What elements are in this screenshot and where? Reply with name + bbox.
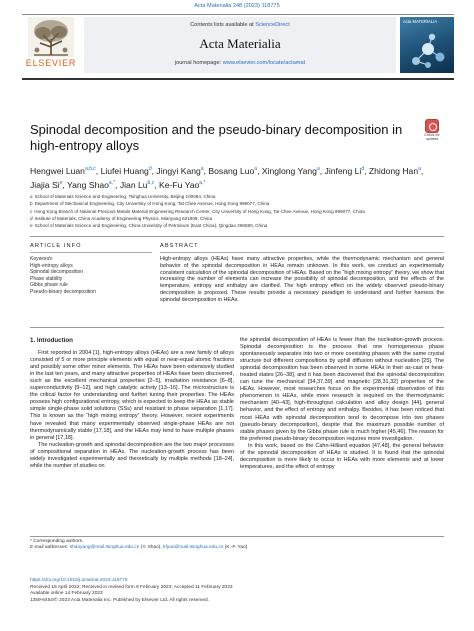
corresponding-note: * Corresponding authors. bbox=[30, 539, 84, 544]
homepage-link[interactable]: www.elsevier.com/locate/actamat bbox=[222, 60, 306, 66]
body-column-right bbox=[240, 337, 444, 471]
author-name[interactable]: Zhidong Han bbox=[368, 165, 419, 176]
author-name[interactable]: Bosang Luo bbox=[208, 165, 255, 176]
author-list: Hengwei Luan$^{a,b,c}$, Liufei Huang$^d$, Jingyi Kang$^a$, Bosang Luo$^a$, Xinglong Yang$^a$, Jinfeng Li$^d$, Zhidong Han$^a$, Jiajia Si$^e$, Yang Shao$^{a,*}$, Jian Lu$^{b,c}$, Ke-Fu Yao$^{a,*}$ bbox=[30, 165, 424, 190]
author-name[interactable]: Jingyi Kang bbox=[156, 165, 201, 176]
author-affiliation-marker[interactable]: a bbox=[254, 166, 258, 172]
author-name[interactable]: Jiajia Si bbox=[30, 179, 60, 190]
affiliation-text: Hong Kong Branch of National Precious Metals Material Engineering Research Center, City University of Hong Kong, Tat Chee Avenue, Hong Kong 999077, China bbox=[34, 208, 365, 214]
author-affiliation-marker[interactable]: d bbox=[148, 166, 152, 172]
cover-title: Acta MATERIALIA bbox=[403, 19, 438, 24]
author-name[interactable]: Liufei Huang bbox=[100, 165, 149, 176]
received-dates: Received 19 April 2022; Received in revised form 8 February 2023; Accepted 11 February 2023 bbox=[30, 584, 233, 590]
email-line bbox=[30, 545, 444, 551]
check-updates-label: Check for updates bbox=[424, 133, 440, 141]
author-affiliation-marker[interactable]: d bbox=[361, 166, 365, 172]
affiliation-text: Institute of Materials, China Academy of Engineering Physics, Mianyang 621908, China bbox=[34, 215, 213, 221]
affiliation-letter: d bbox=[30, 215, 33, 221]
elsevier-tree-icon bbox=[28, 17, 74, 57]
affiliation bbox=[30, 208, 450, 215]
journal-masthead bbox=[22, 14, 454, 76]
affiliation bbox=[30, 193, 450, 200]
divider bbox=[30, 236, 444, 237]
author-name[interactable]: Jinfeng Li bbox=[324, 165, 362, 176]
body-paragraph: First reported in 2004 [1], high-entropy alloys (HEAs) are a new family of alloys consisted of 5 or more principle elements with equal or near-equal atomic fractions and possibly some other minor elements. The HEAs have been extensively studied in the last ten years, and many attractive properties of HEAs have been discovered, such as the excellent mechanical properties [2–5], irradiation resistance [6–8], superconductivity [9–12], and high catalytic activity [13–16]. The microstructure is the critical factor for understanding and further tuning their properties. The HEAs possess high configurational entropy, which is expected to keep the HEAs as stable simple single-phase solid solutions (SSs) and resistant to phase separation [1,17]. This is known as the “high mixing entropy” theory. However, recent experiments have revealed that many experimentally observed single-phase HEAs are not thermodynamically stable [17,18], and the HEAs may tend to have multiple phases in general [17,18]. bbox=[30, 350, 234, 441]
elsevier-logo[interactable] bbox=[22, 17, 80, 73]
journal-name: Acta Materialia bbox=[199, 36, 281, 51]
author-affiliation-marker[interactable]: a bbox=[316, 166, 320, 172]
body-paragraph: the spinodal decomposition of HEAs is fewer than the nucleation-growth process. Spinodal decomposition is the process that one homogeneous phase spontaneously separates into two or more coexisting phases with the same crystal structure but different compositions by uphill diffusion without nucleation [25]. The spinodal decomposition has been observed in some HEAs in their as-cast or heat-treated states [26–38], and it has been discovered that the spinodal decomposition can tune the mechanical [34,37,39] and magnetic [28,31,32] properties of the HEAs. However, most researches focus on the experimental observation of this phenomenon in HEAs, while more research is required on the thermodynamic mechanism [40–43], high-throughput calculation and alloy design [44], general behavior, and the effect of entropy and enthalpy. Besides, it has been noticed that most HEAs with spinodal decomposition tend to decompose into two phases (pseudo-binary decomposition), despite that the maximum possible number of stable phases given by the Gibbs phase rule is much higher [45,46]. The reason for the preferred pseudo-binary decomposition requires more investigation. bbox=[240, 337, 444, 442]
affiliation bbox=[30, 215, 450, 222]
email-owner: (K.-F. Yao). bbox=[224, 545, 249, 551]
affiliation bbox=[30, 200, 450, 207]
abstract-heading: ABSTRACT bbox=[160, 243, 199, 249]
email-link[interactable]: kfyao@mail.tsinghua.edu.cn bbox=[163, 545, 224, 551]
author-affiliation-marker[interactable]: b,c bbox=[147, 179, 155, 186]
contents-line bbox=[84, 22, 396, 28]
available-online: Available online 14 February 2023 bbox=[30, 591, 103, 597]
publication-info bbox=[30, 578, 444, 604]
contents-prefix: Contents lists available at bbox=[190, 22, 254, 28]
body-column-left bbox=[30, 337, 234, 470]
journal-header-box bbox=[84, 17, 396, 73]
author-name[interactable]: Xinglong Yang bbox=[261, 165, 317, 176]
article-title bbox=[30, 122, 410, 154]
author-name[interactable]: Ke-Fu Yao bbox=[159, 179, 200, 190]
keyword: Pseudo-binary decomposition bbox=[30, 288, 96, 295]
elsevier-wordmark: ELSEVIER bbox=[25, 58, 77, 68]
abstract-body: High-entropy alloys (HEAs) have many attractive properties, while the thermodynamic mechanism and general behavior of the spinodal decomposition in HEAs remain unknown. In this work, we conduct an experimentally consistent calculation of the spinodal decomposition of HEAs. Based on the “high mixing entropy” theory, we show that increasing the number of elements can increase the possibility of spinodal decomposition, and the effects of the temperature, entropy and enthalpy are clarified. The high entropy effect on the widely observed pseudo-binary decomposition is proposed. These results provide a necessary paradigm to understand and further harness the spinodal decomposition in HEAs. bbox=[160, 256, 444, 303]
body-paragraph: The nucleation-growth and spinodal decomposition are the two major processes of compositional separation in HEAs. The nucleation-growth process has been widely investigated experimentally and theoretically by multiple methods [18–24], while the number of studies on bbox=[30, 441, 234, 469]
divider bbox=[160, 252, 444, 253]
journal-reference[interactable]: Acta Materialia 248 (2023) 118775 bbox=[194, 3, 280, 9]
affiliation-text: Department of Mechanical Engineering, City University of Hong Kong, Tat Chee Avenue, Hong Kong 999077, China bbox=[34, 201, 270, 207]
affiliation bbox=[30, 222, 450, 229]
email-link[interactable]: shaoyang@mail.tsinghua.edu.cn bbox=[69, 545, 140, 551]
affiliation-letter: a bbox=[30, 194, 33, 199]
author-affiliation-marker[interactable]: a bbox=[200, 166, 204, 172]
check-for-updates-button[interactable] bbox=[420, 119, 444, 145]
author-affiliation-marker[interactable]: a,b,c bbox=[84, 166, 96, 172]
copyright-line: 1359-6454/© 2023 Acta Materialia Inc. Published by Elsevier Ltd. All rights reserved. bbox=[30, 597, 209, 603]
keyword: Phase stability bbox=[30, 275, 63, 282]
author-affiliation-marker[interactable]: a bbox=[418, 166, 421, 172]
keyword: Gibbs phase rule bbox=[30, 282, 68, 289]
homepage-line bbox=[84, 60, 396, 66]
author-affiliation-marker[interactable]: e bbox=[59, 179, 63, 186]
author-name[interactable]: Hengwei Luan bbox=[30, 165, 85, 176]
journal-cover-thumbnail[interactable] bbox=[400, 17, 454, 73]
affiliation-list bbox=[30, 193, 450, 229]
article-info-heading: ARTICLE INFO bbox=[30, 243, 82, 249]
divider bbox=[30, 252, 152, 253]
sciencedirect-link[interactable]: ScienceDirect bbox=[255, 22, 290, 28]
title-line: Spinodal decomposition and the pseudo-binary decomposition in bbox=[30, 122, 403, 137]
affiliation-letter: e bbox=[30, 223, 33, 229]
body-paragraph: In this work, based on the Cahn-Hilliard equation [47,48], the general behavior of the spinodal decomposition of HEAs is studied. It is found that the spinodal decomposition is more likely to occur in HEAs with more elements and at lower temperatures, and the effect of entropy bbox=[240, 442, 444, 470]
doi-link[interactable]: https://doi.org/10.1016/j.actamat.2023.118775 bbox=[30, 578, 128, 583]
email-owner: (Y. Shao), bbox=[140, 545, 162, 551]
keywords-block bbox=[30, 256, 150, 296]
keywords-label: Keywords: bbox=[30, 256, 54, 262]
divider bbox=[30, 327, 444, 328]
author-affiliation-marker[interactable]: a,* bbox=[199, 179, 206, 186]
author-name[interactable]: Yang Shao bbox=[67, 179, 109, 190]
homepage-prefix: journal homepage: bbox=[174, 60, 222, 66]
keyword: Spinodal decomposition bbox=[30, 269, 84, 276]
check-updates-icon bbox=[425, 119, 439, 133]
affiliation-letter: b bbox=[30, 201, 33, 207]
email-label: E-mail addresses: bbox=[30, 545, 69, 551]
affiliation-text: School of Materials Science and Engineering, China University of Petroleum (East China), Qingdao 266580, China bbox=[34, 223, 268, 229]
author-affiliation-marker[interactable]: a,* bbox=[108, 179, 116, 186]
author-name[interactable]: Jian Lu bbox=[119, 179, 148, 190]
title-line: high-entropy alloys bbox=[30, 138, 140, 153]
introduction-heading: 1. Introduction bbox=[30, 337, 73, 344]
molecule-cover-icon bbox=[408, 33, 448, 69]
affiliation-text: School of Materials Science and Engineering, Tsinghua University, Beijing 100084, China bbox=[34, 194, 216, 199]
masthead-divider bbox=[22, 78, 454, 80]
keyword: High-entropy alloys bbox=[30, 262, 73, 269]
affiliation-letter: c bbox=[30, 208, 33, 214]
